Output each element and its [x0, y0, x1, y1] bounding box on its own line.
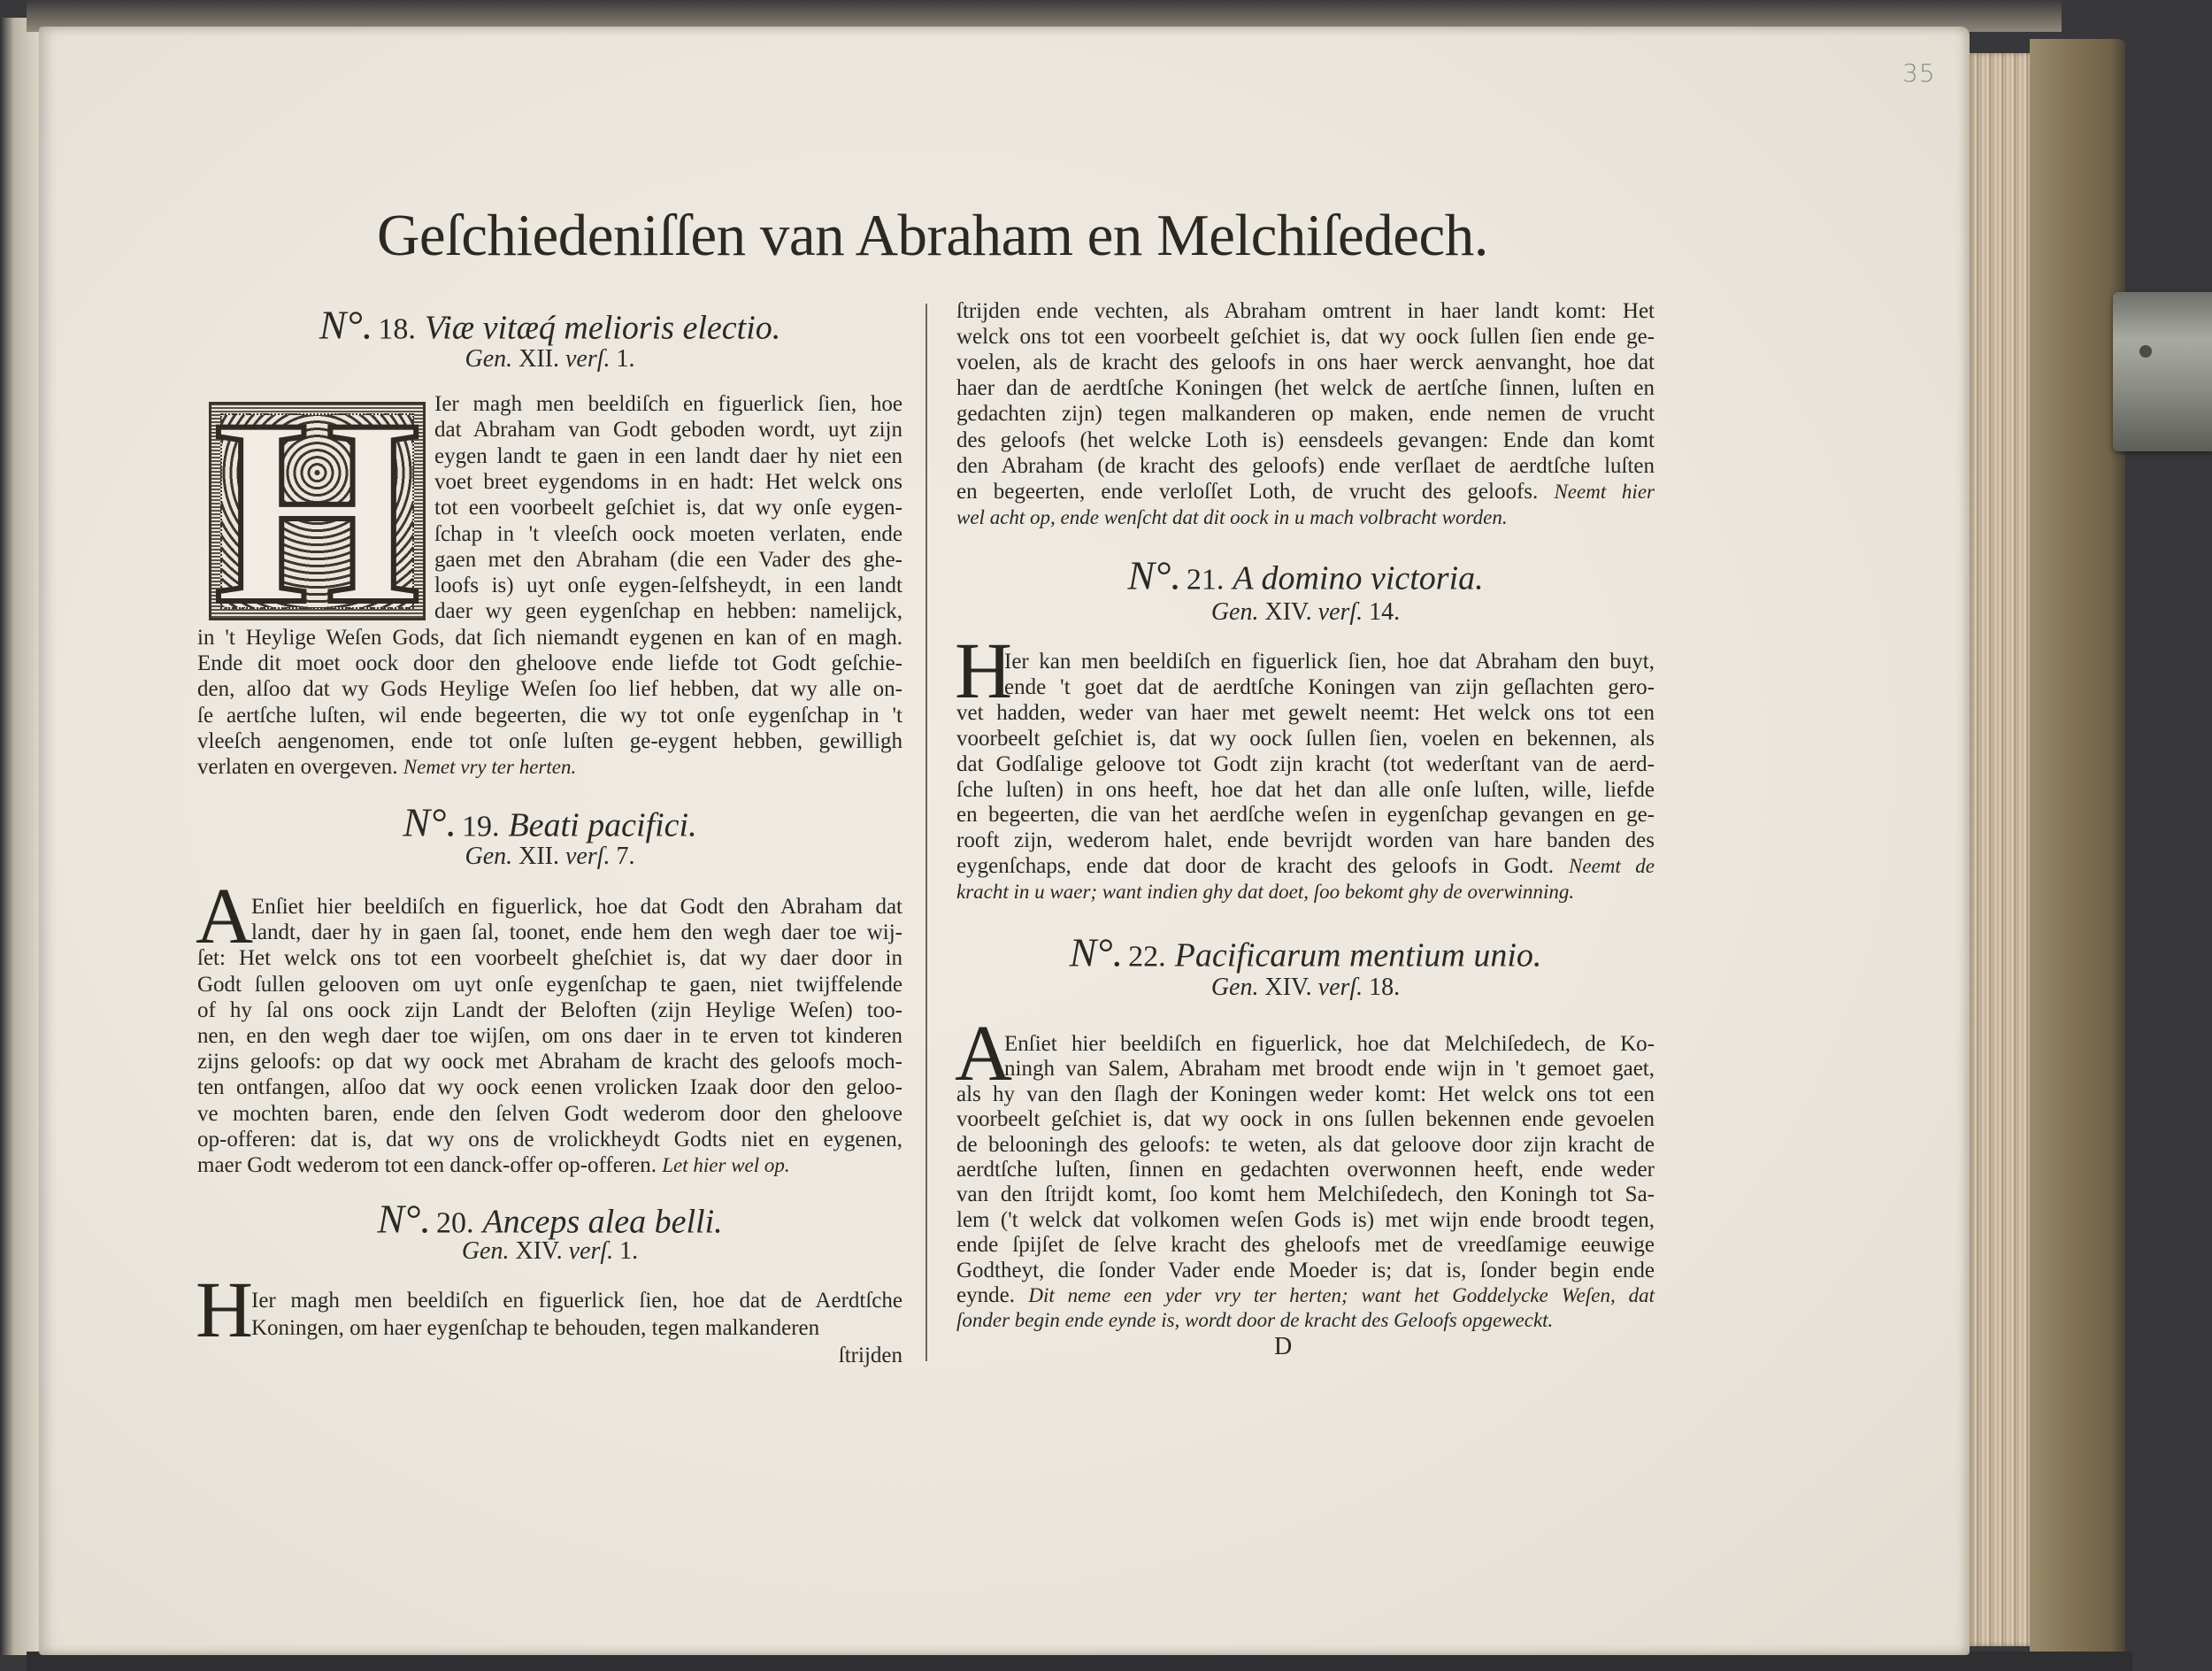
- italic-exhortation: Nemet vry ter herten.: [403, 756, 577, 779]
- text-line: [956, 324, 1655, 350]
- line-text: ten ontfangen, alſoo dat wy oock eenen vrolicken Izaak door den geloo-: [197, 1075, 902, 1100]
- line-text: gaen met den Abraham (die een Vader des ghe-: [434, 547, 902, 572]
- signature-mark: D: [1274, 1333, 1293, 1360]
- text-line: [197, 1152, 902, 1179]
- column-divider: [926, 304, 927, 1361]
- ornamental-drop-cap: [209, 364, 426, 658]
- ref-chapter: XII.: [518, 345, 559, 373]
- line-text: aerdtſche luſten, ſinnen en gedachten overwonnen heeft, ende weder: [956, 1158, 1655, 1182]
- line-text: nen, en den wegh daer toe wijſen, om ons daer in te erven tot kinderen: [197, 1024, 902, 1048]
- drop-cap-letter: H: [196, 1267, 253, 1354]
- section-motto: Anceps alea belli.: [482, 1203, 723, 1241]
- line-text: ſet: Het welck ons tot een voorbeelt gheſchiet is, dat wy daer door in: [197, 946, 902, 971]
- drop-cap-letter: A: [955, 1010, 1012, 1097]
- text-line: [197, 1101, 902, 1128]
- section-motto: Beati pacifici.: [508, 806, 697, 844]
- ref-verse-label: verſ.: [1317, 598, 1363, 626]
- text-line: [197, 972, 902, 998]
- text-line: [251, 1288, 902, 1314]
- section-motto: Viæ vitæq́ melioris electio.: [424, 309, 781, 347]
- line-text: zijns geloofs: op dat wy oock met Abraham de kracht des geloofs moch-: [197, 1050, 902, 1074]
- line-text: voelen, als de kracht des geloofs in ons haer werck aenvanght, hoe dat: [956, 350, 1655, 375]
- ref-verse: 14.: [1369, 598, 1401, 626]
- ref-book: Gen.: [465, 843, 513, 870]
- number-abbrev: N°.: [1127, 552, 1181, 598]
- line-text: Ier kan men beeldiſch en figuerlick ſien, hoe dat Abraham den buyt,: [1004, 650, 1655, 674]
- section-heading: [197, 1196, 902, 1243]
- ref-book: Gen.: [465, 345, 513, 373]
- text-line: [197, 1023, 902, 1050]
- text-line: [956, 401, 1655, 427]
- section-heading: [956, 929, 1655, 976]
- text-line: [251, 894, 902, 920]
- line-text: in 't Heylige Weſen Gods, dat ſich niemandt eygenen en kan of en magh.: [197, 625, 902, 650]
- text-line: [197, 676, 902, 703]
- line-text: daer wy geen eygenſchap en hebben: namelijck,: [434, 599, 902, 624]
- scripture-reference: [197, 1237, 902, 1266]
- handwritten-page-number: 35: [1902, 58, 1936, 88]
- number-abbrev: N°.: [319, 302, 373, 348]
- drop-cap-letter: A: [196, 873, 253, 960]
- text-line: [197, 754, 902, 781]
- text-line: [956, 879, 1655, 905]
- ref-verse-label: verſ.: [568, 1237, 614, 1265]
- text-line: [956, 479, 1655, 505]
- line-text: ningh van Salem, Abraham met broodt ende wijn in 't gemoet gaet,: [1004, 1057, 1655, 1082]
- text-line: [197, 651, 902, 677]
- line-text: vet hadden, weder van haer met gewelt neemt: Het welck ons tot een: [956, 700, 1655, 725]
- line-text: lem ('t welck dat volkomen weſen Gods is) met wijn ende broodt tegen,: [956, 1207, 1655, 1232]
- line-text: maer Godt wederom tot een danck-offer op-offeren.: [197, 1153, 663, 1177]
- section-heading: [197, 799, 902, 846]
- text-line: [434, 495, 902, 521]
- section-number: 20.: [435, 1206, 474, 1240]
- italic-exhortation: Let hier wel op.: [662, 1154, 790, 1176]
- book-clasp: [2113, 292, 2212, 451]
- number-abbrev: N°.: [403, 799, 457, 845]
- text-line: [197, 1074, 902, 1101]
- line-text: Ende dit moet oock door den gheloove ende liefde tot Godt geſchie-: [197, 651, 902, 675]
- text-line: [956, 726, 1655, 752]
- text-line: [1004, 1031, 1655, 1058]
- line-text: als hy van den ſlagh der Koningen weder komt: Het welck ons tot een: [956, 1082, 1655, 1106]
- scripture-reference: [197, 843, 902, 871]
- line-text: ende ſpijſet de ſelve kracht des gheloofs met de vreedſamige eeuwige: [956, 1233, 1655, 1258]
- text-line: [956, 777, 1655, 804]
- text-line: [956, 298, 1655, 325]
- line-text: eynde.: [956, 1283, 1029, 1307]
- book-cover-edge: [2030, 39, 2125, 1655]
- line-text: welck ons tot een voorbeelt geſchiet is, dat wy oock ſullen ſien ende ge-: [956, 325, 1655, 350]
- text-line: [956, 751, 1655, 778]
- text-line: [434, 469, 902, 496]
- text-line: [956, 427, 1655, 454]
- text-line: [956, 504, 1655, 531]
- section-number: 18.: [378, 312, 416, 346]
- text-line: [1004, 674, 1655, 701]
- line-text: op-offeren: dat is, dat wy ons de vrolickheydt Godts niet en eygenen,: [197, 1127, 902, 1151]
- text-line: [956, 1182, 1655, 1208]
- line-text: ſtrijden ende vechten, als Abraham omtrent in haer landt komt: Het: [956, 299, 1655, 323]
- line-text: Koningen, om haer eygenſchap te behouden, tegen malkanderen: [251, 1316, 820, 1340]
- text-line: [434, 573, 902, 599]
- text-line: [1004, 649, 1655, 675]
- line-text: ſe aertſche luſten, wil ende begeerten, die wy tot onſe eygenſchap in 't: [197, 703, 902, 728]
- text-line: [434, 443, 902, 470]
- text-line: [197, 997, 902, 1024]
- ref-book: Gen.: [461, 1237, 510, 1265]
- section-motto: Pacificarum mentium unio.: [1174, 936, 1542, 974]
- text-line: [956, 453, 1655, 480]
- text-line: [956, 1282, 1655, 1309]
- line-text: den Abraham (de kracht des geloofs) ende verſlaet de aerdtſche luſten: [956, 453, 1655, 478]
- ref-book: Gen.: [1210, 974, 1259, 1001]
- italic-exhortation: ſonder begin ende eynde is, wordt door de kracht des Geloofs opgeweckt.: [956, 1309, 1554, 1332]
- text-line: [197, 945, 902, 972]
- line-text: loofs is) uyt onſe eygen-ſelfsheydt, in een landt: [434, 574, 902, 598]
- number-abbrev: N°.: [1069, 929, 1124, 975]
- text-line: [434, 598, 902, 625]
- page-title: Geſchiedeniſſen van Abraham en Melchiſedech.: [376, 203, 1489, 268]
- text-line: [197, 728, 902, 755]
- italic-exhortation: kracht in u waer; want indien ghy dat doet, ſoo bekomt ghy de overwinning.: [956, 881, 1575, 904]
- text-line: [956, 1258, 1655, 1284]
- text-line: [956, 700, 1655, 727]
- text-line: [251, 1315, 902, 1342]
- line-text: ſchap in 't vleeſch oock moeten verlaten, ende: [434, 521, 902, 546]
- ref-verse: 18.: [1369, 974, 1401, 1001]
- text-line: [434, 547, 902, 574]
- line-text: en begeerten, ende verloſſet Loth, de vrucht des geloofs.: [956, 479, 1555, 504]
- line-text: voorbeelt geſchiet is, dat wy oock in ons ſullen bekennen ende gevoelen: [956, 1107, 1655, 1132]
- text-line: [1004, 1056, 1655, 1082]
- line-text: Enſiet hier beeldiſch en figuerlick, hoe dat Melchiſedech, de Ko-: [1004, 1032, 1655, 1056]
- italic-exhortation: Dit neme een yder vry ter herten; want het Goddelycke Weſen, dat: [1028, 1284, 1655, 1306]
- line-text: rooft zijn, wederom halet, ende bevrijdt worden van hare banden des: [956, 828, 1655, 853]
- text-line: [251, 920, 902, 946]
- line-text: Godt ſullen gelooven om uyt onſe eygenſchap te gaen, niet twijffelende: [197, 972, 902, 997]
- line-text: gedachten zijn) tegen malkanderen op maken, ende nemen de vrucht: [956, 402, 1655, 427]
- line-text: voorbeelt geſchiet is, dat wy oock ſullen ſien, voelen en bekennen, als: [956, 726, 1655, 751]
- text-line: [197, 1049, 902, 1075]
- ref-verse-label: verſ.: [565, 843, 611, 870]
- text-line: [956, 1082, 1655, 1108]
- drop-cap-letter: H: [955, 628, 1012, 715]
- ref-chapter: XIV.: [515, 1237, 563, 1265]
- clasp-pin-icon: [2139, 345, 2152, 358]
- ref-book: Gen.: [1210, 598, 1259, 626]
- line-text: den, alſoo dat wy Gods Heylige Weſen ſoo lief hebben, dat wy alle on-: [197, 677, 902, 702]
- text-line: [956, 853, 1655, 880]
- ref-chapter: XII.: [518, 843, 559, 870]
- line-text: ende 't goet dat de aerdtſche Koningen van zijn geſlachten gero-: [1004, 674, 1655, 699]
- line-text: ve mochten baren, ende den ſelven Godt wederom door den gheloove: [197, 1101, 902, 1126]
- section-number: 22.: [1128, 940, 1166, 974]
- section-heading: [197, 302, 902, 349]
- catchword: ſtrijden: [838, 1344, 902, 1367]
- page-fore-edge: [1968, 53, 2032, 1646]
- line-text: eygenſchaps, ende dat door de kracht des geloofs in Godt.: [956, 854, 1570, 879]
- line-text: van den ſtrijdt komt, ſoo komt hem Melchiſedech, den Koningh tot Sa-: [956, 1182, 1655, 1207]
- line-text: des geloofs (het welcke Loth is) eensdeels gevangen: Ende dan komt: [956, 427, 1655, 452]
- line-text: dat Abraham van Godt geboden wordt, uyt zijn: [434, 418, 902, 443]
- text-line: [956, 1232, 1655, 1259]
- line-text: ſche luſten) in ons heeft, hoe dat het dan alle onſe luſten, wille, liefde: [956, 777, 1655, 802]
- line-text: landt, daer hy in gaen ſal, toonet, ende hem den wegh daer toe wij-: [251, 920, 902, 945]
- scripture-reference: [956, 598, 1655, 627]
- text-line: [956, 350, 1655, 376]
- text-line: [197, 625, 902, 651]
- line-text: of hy ſal ons oock zijn Landt der Beloften (zijn Heylige Weſen) too-: [197, 997, 902, 1022]
- text-line: [434, 417, 902, 443]
- line-text: de belooningh des geloofs: te weten, als dat geloove door zijn kracht de: [956, 1132, 1655, 1157]
- text-line: [956, 1207, 1655, 1234]
- line-text: voet breet eygendoms in en hadt: Het welck ons: [434, 469, 902, 494]
- text-line: [956, 802, 1655, 828]
- line-text: Ier magh men beeldiſch en figuerlick ſien, hoe dat de Aerdtſche: [251, 1289, 902, 1313]
- section-number: 21.: [1186, 563, 1225, 597]
- scripture-reference: [956, 974, 1655, 1002]
- italic-exhortation: Neemt de: [1569, 855, 1655, 878]
- text-line: [197, 1127, 902, 1153]
- ref-chapter: XIV.: [1264, 974, 1312, 1001]
- number-abbrev: N°.: [377, 1196, 431, 1242]
- section-motto: A domino victoria.: [1233, 559, 1484, 597]
- italic-exhortation: wel acht op, ende wenſcht dat dit oock in u mach volbracht worden.: [956, 505, 1508, 528]
- line-text: eygen landt te gaen in een landt daer hy niet een: [434, 443, 902, 468]
- line-text: Ier magh men beeldiſch en figuerlick ſien, hoe: [434, 392, 902, 416]
- italic-exhortation: Neemt hier: [1554, 480, 1655, 503]
- ref-chapter: XIV.: [1264, 598, 1312, 626]
- text-line: [197, 703, 902, 729]
- line-text: vleeſch aengenomen, ende tot onſe luſten ge-eygent hebben, gewilligh: [197, 728, 902, 753]
- ref-verse: 1.: [616, 345, 635, 373]
- text-line: [956, 1307, 1655, 1334]
- line-text: verlaten en overgeven.: [197, 755, 403, 780]
- text-line: [956, 375, 1655, 402]
- line-text: en begeerten, die van het aerdſche weſen in eygenſchap gevangen en ge-: [956, 803, 1655, 828]
- text-line: [956, 828, 1655, 854]
- line-text: dat Godſalige geloove tot Godt zijn kracht (tot wederſtant van de aerd-: [956, 751, 1655, 776]
- section-number: 19.: [461, 810, 500, 843]
- text-line: [956, 1157, 1655, 1183]
- section-heading: [956, 552, 1655, 599]
- drop-cap-letter: H: [213, 364, 421, 658]
- ref-verse-label: verſ.: [565, 345, 611, 373]
- ref-verse: 7.: [616, 843, 635, 870]
- text-line: [956, 1106, 1655, 1133]
- text-line: [956, 1132, 1655, 1159]
- ref-verse: 1.: [619, 1237, 639, 1265]
- text-line: [434, 391, 902, 418]
- line-text: tot een voorbeelt geſchiet is, dat wy onſe eygen-: [434, 496, 902, 520]
- line-text: Godtheyt, die ſonder Vader ende Moeder is; dat is, ſonder begin ende: [956, 1258, 1655, 1282]
- ref-verse-label: verſ.: [1317, 974, 1363, 1001]
- line-text: Enſiet hier beeldiſch en figuerlick, hoe dat Godt den Abraham dat: [251, 895, 902, 919]
- text-line: [434, 521, 902, 548]
- line-text: haer dan de aerdtſche Koningen (het welck de aertſche ſinnen, luſten en: [956, 376, 1655, 401]
